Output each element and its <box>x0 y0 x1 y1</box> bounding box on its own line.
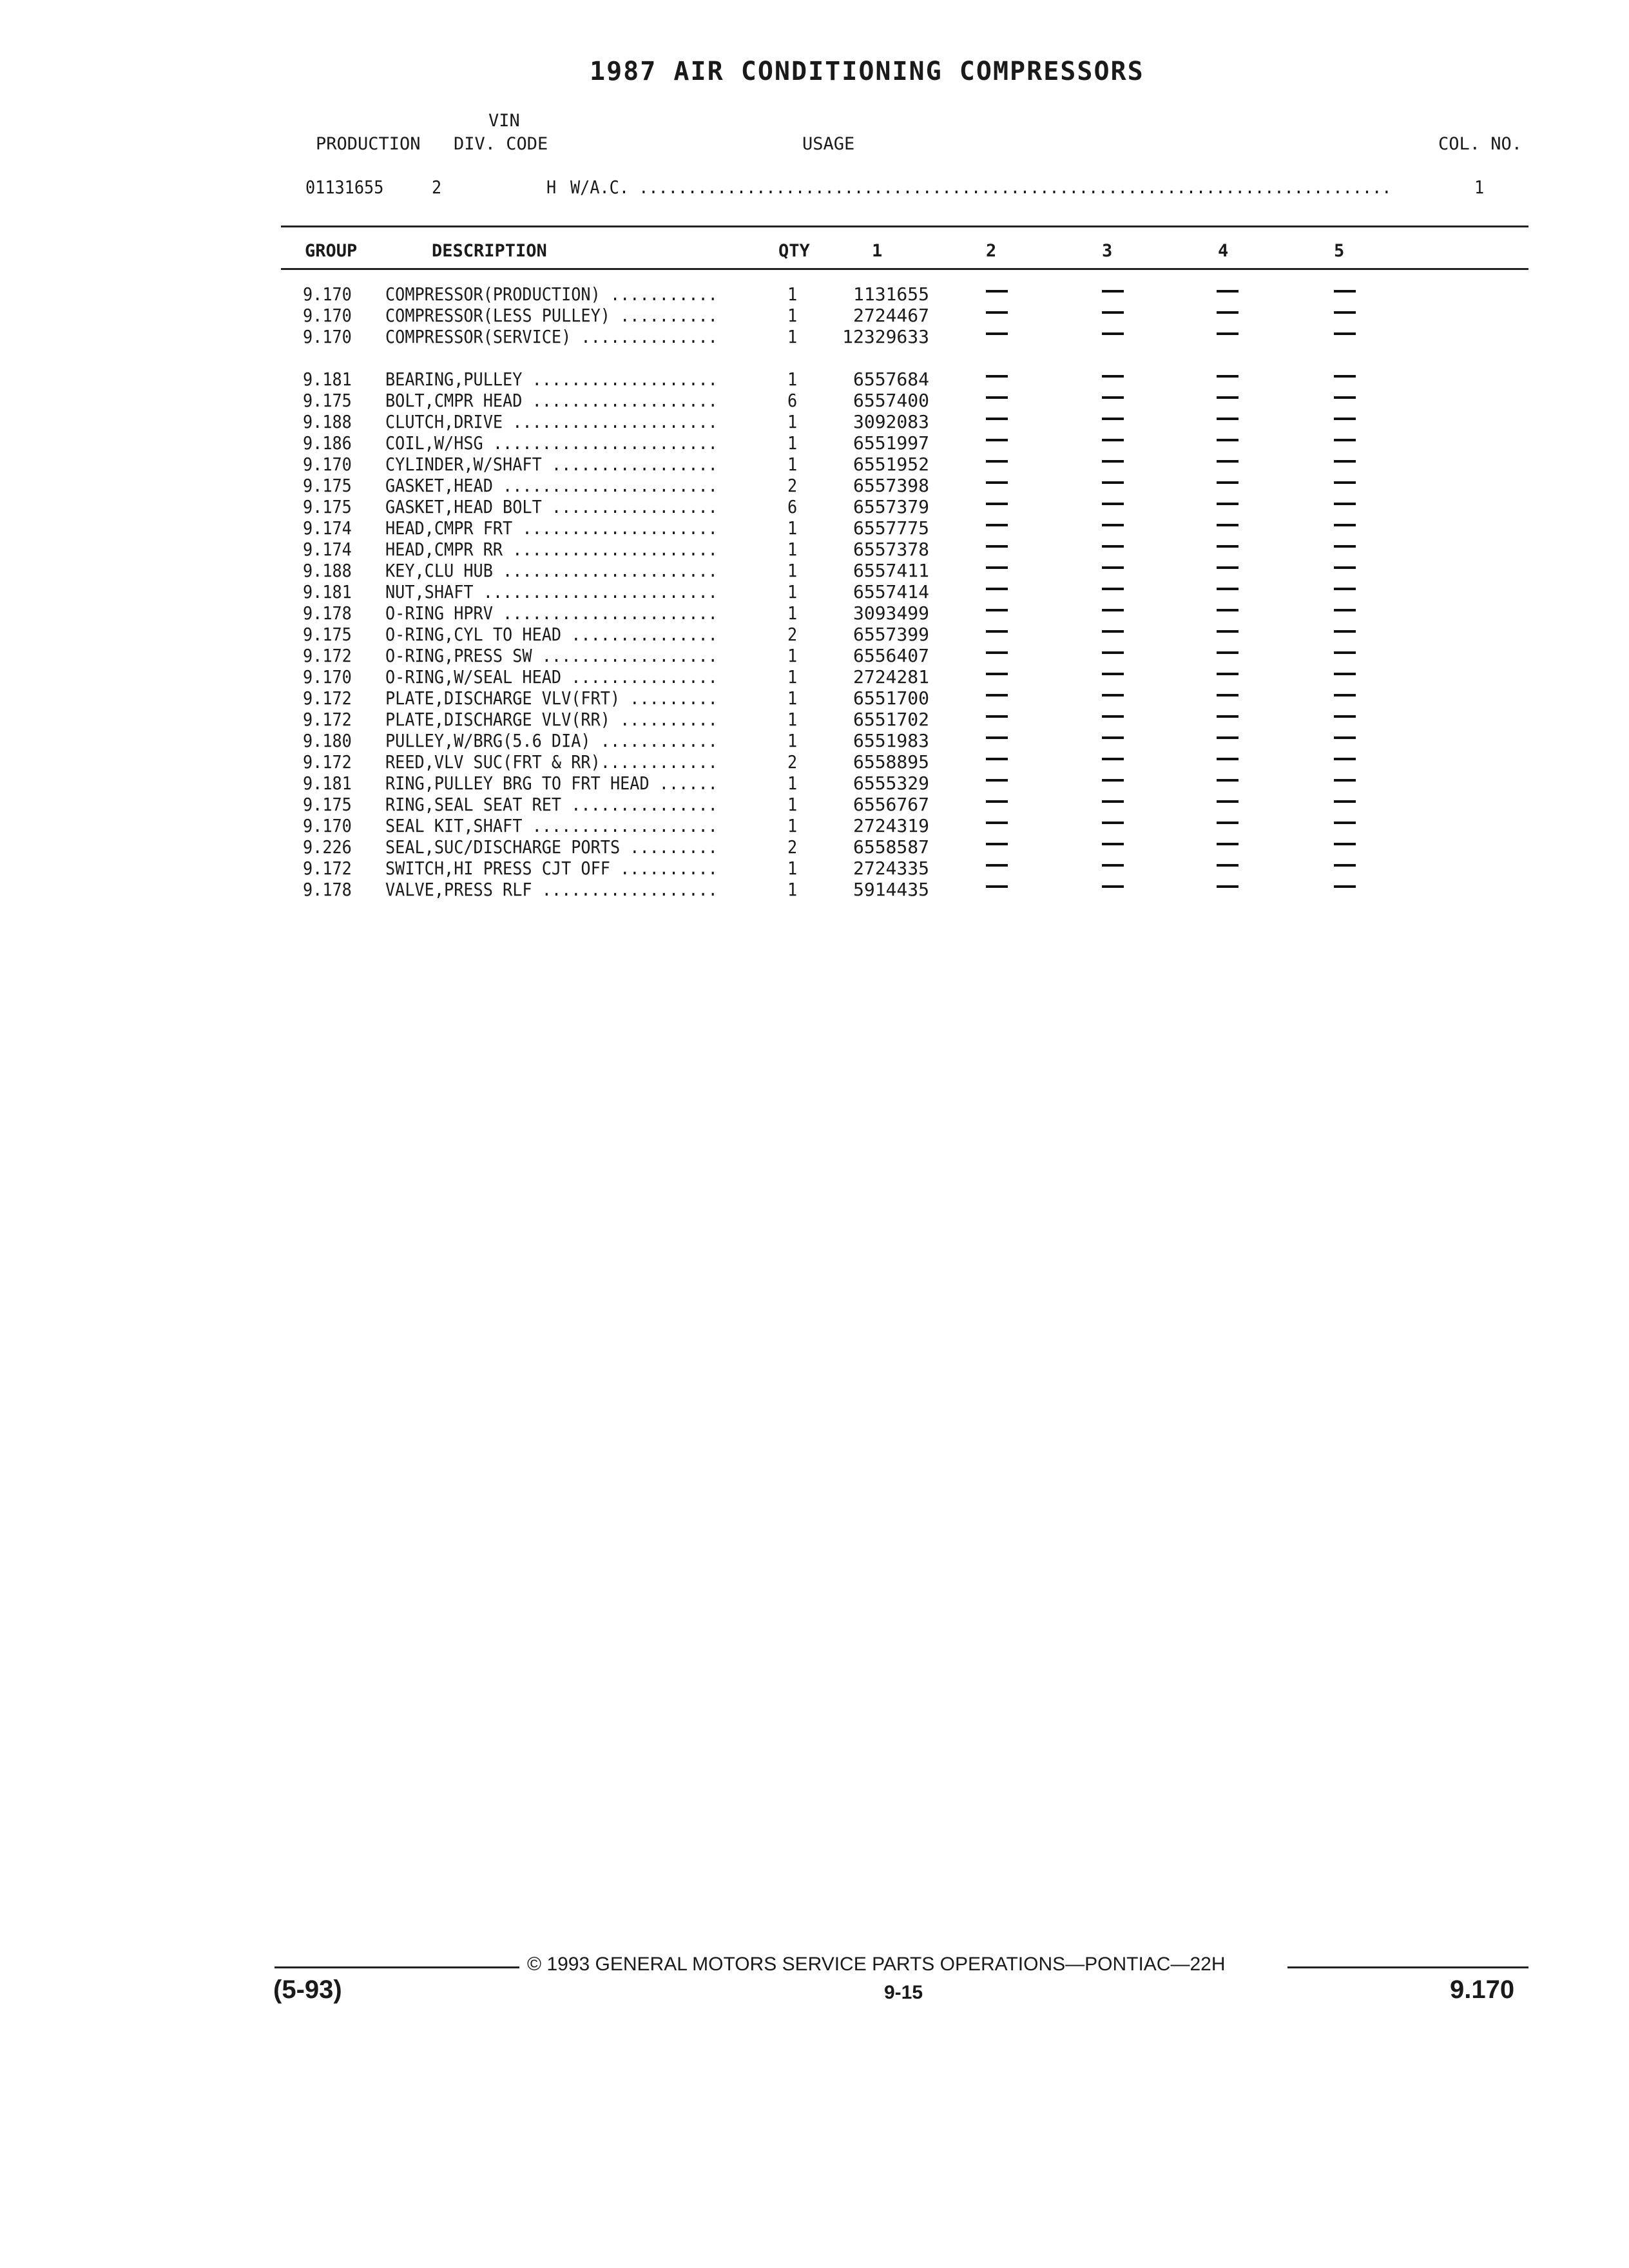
row-description: BEARING,PULLEY ................... <box>385 369 718 390</box>
row-group: 9.178 <box>303 879 352 900</box>
row-part-number: 6557378 <box>853 539 929 560</box>
row-qty: 1 <box>787 794 798 815</box>
row-empty-col-5-dash <box>1334 290 1356 293</box>
row-empty-col-4-dash <box>1217 460 1239 463</box>
row-description: NUT,SHAFT ........................ <box>385 581 718 602</box>
row-description: COMPRESSOR(SERVICE) .............. <box>385 326 718 347</box>
row-part-number: 6557414 <box>853 581 929 602</box>
row-part-number: 6557684 <box>853 369 929 390</box>
row-empty-col-2-dash <box>986 779 1008 782</box>
row-empty-col-2-dash <box>986 715 1008 718</box>
footer-date: (5-93) <box>273 1975 342 2004</box>
footer-rule-right <box>1287 1966 1528 1968</box>
row-empty-col-3-dash <box>1102 673 1124 675</box>
row-empty-col-5-dash <box>1334 609 1356 611</box>
row-empty-col-2-dash <box>986 843 1008 845</box>
row-empty-col-2-dash <box>986 290 1008 293</box>
row-qty: 1 <box>787 858 798 879</box>
row-empty-col-3-dash <box>1102 630 1124 633</box>
row-group: 9.172 <box>303 687 352 709</box>
row-empty-col-3-dash <box>1102 503 1124 505</box>
row-qty: 1 <box>787 326 798 347</box>
row-description: CLUTCH,DRIVE ..................... <box>385 411 718 432</box>
row-empty-col-5-dash <box>1334 439 1356 441</box>
row-empty-col-4-dash <box>1217 311 1239 314</box>
page-title: 1987 AIR CONDITIONING COMPRESSORS <box>590 57 1144 86</box>
row-description: SEAL,SUC/DISCHARGE PORTS ......... <box>385 836 718 858</box>
row-description: O-RING HPRV ...................... <box>385 602 718 624</box>
row-qty: 1 <box>787 517 798 539</box>
usage-div: 2 <box>432 177 442 198</box>
row-part-number: 2724281 <box>853 666 929 687</box>
row-qty: 2 <box>787 624 798 645</box>
row-description: HEAD,CMPR RR ..................... <box>385 539 718 560</box>
row-empty-col-3-dash <box>1102 864 1124 867</box>
row-part-number: 6551952 <box>853 454 929 475</box>
row-description: COIL,W/HSG ....................... <box>385 432 718 454</box>
footer-copyright: © 1993 GENERAL MOTORS SERVICE PARTS OPERATIONS—PONTIAC—22H <box>527 1954 1226 1975</box>
row-empty-col-2-dash <box>986 694 1008 697</box>
row-empty-col-3-dash <box>1102 375 1124 378</box>
row-empty-col-4-dash <box>1217 736 1239 739</box>
col-header-qty: QTY <box>778 241 810 261</box>
row-empty-col-4-dash <box>1217 524 1239 526</box>
row-part-number: 6551700 <box>853 687 929 709</box>
row-empty-col-5-dash <box>1334 800 1356 803</box>
row-empty-col-2-dash <box>986 651 1008 654</box>
col-header-group: GROUP <box>305 241 358 261</box>
row-description: O-RING,CYL TO HEAD ............... <box>385 624 718 645</box>
row-empty-col-2-dash <box>986 481 1008 484</box>
row-empty-col-3-dash <box>1102 588 1124 590</box>
row-group: 9.188 <box>303 411 352 432</box>
row-description: BOLT,CMPR HEAD ................... <box>385 390 718 411</box>
row-empty-col-2-dash <box>986 673 1008 675</box>
row-empty-col-2-dash <box>986 311 1008 314</box>
row-group: 9.181 <box>303 369 352 390</box>
footer-rule-left <box>275 1966 519 1968</box>
row-group: 9.188 <box>303 560 352 581</box>
row-empty-col-5-dash <box>1334 694 1356 697</box>
row-empty-col-5-dash <box>1334 396 1356 399</box>
row-part-number: 2724319 <box>853 815 929 836</box>
row-part-number: 6557775 <box>853 517 929 539</box>
row-part-number: 2724335 <box>853 858 929 879</box>
row-empty-col-4-dash <box>1217 566 1239 569</box>
row-group: 9.175 <box>303 794 352 815</box>
row-empty-col-4-dash <box>1217 588 1239 590</box>
row-part-number: 5914435 <box>853 879 929 900</box>
row-part-number: 2724467 <box>853 305 929 326</box>
row-empty-col-2-dash <box>986 524 1008 526</box>
row-empty-col-5-dash <box>1334 843 1356 845</box>
row-qty: 1 <box>787 284 798 305</box>
row-qty: 1 <box>787 411 798 432</box>
row-empty-col-5-dash <box>1334 481 1356 484</box>
row-empty-col-2-dash <box>986 758 1008 760</box>
row-group: 9.175 <box>303 624 352 645</box>
row-empty-col-2-dash <box>986 630 1008 633</box>
row-empty-col-4-dash <box>1217 715 1239 718</box>
row-description: KEY,CLU HUB ...................... <box>385 560 718 581</box>
row-description: REED,VLV SUC(FRT & RR)............ <box>385 751 718 773</box>
row-group: 9.181 <box>303 581 352 602</box>
row-description: GASKET,HEAD BOLT ................. <box>385 496 718 517</box>
row-empty-col-3-dash <box>1102 332 1124 335</box>
row-group: 9.172 <box>303 858 352 879</box>
row-qty: 1 <box>787 581 798 602</box>
row-description: SEAL KIT,SHAFT ................... <box>385 815 718 836</box>
row-empty-col-4-dash <box>1217 439 1239 441</box>
row-description: COMPRESSOR(PRODUCTION) ........... <box>385 284 718 305</box>
row-qty: 2 <box>787 751 798 773</box>
row-empty-col-2-dash <box>986 418 1008 420</box>
row-empty-col-5-dash <box>1334 673 1356 675</box>
row-empty-col-3-dash <box>1102 758 1124 760</box>
row-group: 9.186 <box>303 432 352 454</box>
row-qty: 1 <box>787 369 798 390</box>
row-description: SWITCH,HI PRESS CJT OFF .......... <box>385 858 718 879</box>
row-part-number: 6557411 <box>853 560 929 581</box>
row-group: 9.175 <box>303 390 352 411</box>
row-empty-col-5-dash <box>1334 332 1356 335</box>
row-group: 9.175 <box>303 475 352 496</box>
row-group: 9.170 <box>303 284 352 305</box>
usage-label: USAGE <box>802 134 855 154</box>
row-empty-col-5-dash <box>1334 758 1356 760</box>
row-empty-col-5-dash <box>1334 588 1356 590</box>
row-empty-col-5-dash <box>1334 503 1356 505</box>
row-empty-col-3-dash <box>1102 481 1124 484</box>
row-group: 9.170 <box>303 305 352 326</box>
row-empty-col-2-dash <box>986 800 1008 803</box>
table-top-rule <box>281 226 1528 227</box>
row-part-number: 1131655 <box>853 284 929 305</box>
row-qty: 6 <box>787 390 798 411</box>
row-empty-col-4-dash <box>1217 694 1239 697</box>
div-code-label: DIV. CODE <box>454 134 548 154</box>
row-empty-col-2-dash <box>986 396 1008 399</box>
row-qty: 1 <box>787 709 798 730</box>
row-part-number: 6557399 <box>853 624 929 645</box>
row-empty-col-3-dash <box>1102 460 1124 463</box>
row-part-number: 6557398 <box>853 475 929 496</box>
row-description: O-RING,W/SEAL HEAD ............... <box>385 666 718 687</box>
usage-code: H <box>546 177 557 198</box>
row-part-number: 6551983 <box>853 730 929 751</box>
row-group: 9.175 <box>303 496 352 517</box>
row-description: COMPRESSOR(LESS PULLEY) .......... <box>385 305 718 326</box>
col-header-5: 5 <box>1334 241 1345 261</box>
row-empty-col-4-dash <box>1217 864 1239 867</box>
row-description: GASKET,HEAD ...................... <box>385 475 718 496</box>
row-empty-col-3-dash <box>1102 800 1124 803</box>
row-empty-col-3-dash <box>1102 439 1124 441</box>
row-empty-col-3-dash <box>1102 290 1124 293</box>
col-no-label: COL. NO. <box>1438 134 1523 154</box>
row-empty-col-5-dash <box>1334 460 1356 463</box>
row-qty: 1 <box>787 666 798 687</box>
row-group: 9.172 <box>303 709 352 730</box>
row-qty: 1 <box>787 432 798 454</box>
footer-section-number: 9.170 <box>1450 1975 1515 2004</box>
row-empty-col-5-dash <box>1334 822 1356 824</box>
row-empty-col-4-dash <box>1217 779 1239 782</box>
row-group: 9.181 <box>303 773 352 794</box>
row-qty: 1 <box>787 879 798 900</box>
row-empty-col-5-dash <box>1334 545 1356 548</box>
row-empty-col-2-dash <box>986 503 1008 505</box>
row-qty: 2 <box>787 836 798 858</box>
row-empty-col-2-dash <box>986 566 1008 569</box>
row-empty-col-3-dash <box>1102 418 1124 420</box>
row-group: 9.172 <box>303 751 352 773</box>
row-empty-col-5-dash <box>1334 418 1356 420</box>
row-description: O-RING,PRESS SW .................. <box>385 645 718 666</box>
row-qty: 1 <box>787 539 798 560</box>
row-empty-col-2-dash <box>986 736 1008 739</box>
vin-label: VIN <box>488 111 520 131</box>
col-header-1: 1 <box>872 241 883 261</box>
row-empty-col-4-dash <box>1217 609 1239 611</box>
row-description: VALVE,PRESS RLF .................. <box>385 879 718 900</box>
row-description: RING,PULLEY BRG TO FRT HEAD ...... <box>385 773 718 794</box>
row-empty-col-2-dash <box>986 588 1008 590</box>
row-part-number: 6551997 <box>853 432 929 454</box>
row-empty-col-4-dash <box>1217 503 1239 505</box>
row-part-number: 12329633 <box>842 326 929 347</box>
row-empty-col-3-dash <box>1102 736 1124 739</box>
row-group: 9.174 <box>303 539 352 560</box>
row-empty-col-2-dash <box>986 609 1008 611</box>
row-part-number: 3092083 <box>853 411 929 432</box>
row-description: RING,SEAL SEAT RET ............... <box>385 794 718 815</box>
row-qty: 1 <box>787 730 798 751</box>
row-description: HEAD,CMPR FRT .................... <box>385 517 718 539</box>
row-empty-col-4-dash <box>1217 375 1239 378</box>
row-empty-col-4-dash <box>1217 822 1239 824</box>
row-group: 9.172 <box>303 645 352 666</box>
usage-col: 1 <box>1474 177 1485 198</box>
row-empty-col-5-dash <box>1334 779 1356 782</box>
row-qty: 1 <box>787 454 798 475</box>
row-empty-col-3-dash <box>1102 396 1124 399</box>
row-group: 9.170 <box>303 815 352 836</box>
row-qty: 1 <box>787 773 798 794</box>
row-qty: 6 <box>787 496 798 517</box>
row-qty: 1 <box>787 602 798 624</box>
row-qty: 2 <box>787 475 798 496</box>
row-empty-col-3-dash <box>1102 311 1124 314</box>
row-empty-col-4-dash <box>1217 673 1239 675</box>
row-empty-col-2-dash <box>986 545 1008 548</box>
row-group: 9.180 <box>303 730 352 751</box>
row-description: PLATE,DISCHARGE VLV(RR) .......... <box>385 709 718 730</box>
row-group: 9.226 <box>303 836 352 858</box>
row-empty-col-3-dash <box>1102 779 1124 782</box>
row-part-number: 6557400 <box>853 390 929 411</box>
row-group: 9.170 <box>303 326 352 347</box>
row-empty-col-4-dash <box>1217 332 1239 335</box>
row-empty-col-5-dash <box>1334 651 1356 654</box>
usage-production: 01131655 <box>305 177 384 198</box>
row-empty-col-3-dash <box>1102 885 1124 888</box>
row-empty-col-4-dash <box>1217 396 1239 399</box>
row-part-number: 6558895 <box>853 751 929 773</box>
row-empty-col-2-dash <box>986 885 1008 888</box>
row-empty-col-5-dash <box>1334 885 1356 888</box>
row-empty-col-5-dash <box>1334 715 1356 718</box>
row-description: PULLEY,W/BRG(5.6 DIA) ............ <box>385 730 718 751</box>
row-empty-col-5-dash <box>1334 864 1356 867</box>
col-header-4: 4 <box>1218 241 1229 261</box>
row-qty: 1 <box>787 560 798 581</box>
row-empty-col-4-dash <box>1217 481 1239 484</box>
row-description: PLATE,DISCHARGE VLV(FRT) ......... <box>385 687 718 709</box>
row-empty-col-4-dash <box>1217 545 1239 548</box>
row-group: 9.174 <box>303 517 352 539</box>
row-empty-col-3-dash <box>1102 715 1124 718</box>
production-label: PRODUCTION <box>316 134 421 154</box>
row-empty-col-3-dash <box>1102 651 1124 654</box>
row-group: 9.170 <box>303 454 352 475</box>
row-part-number: 6556407 <box>853 645 929 666</box>
row-empty-col-3-dash <box>1102 566 1124 569</box>
row-empty-col-4-dash <box>1217 290 1239 293</box>
col-header-3: 3 <box>1102 241 1113 261</box>
row-part-number: 6555329 <box>853 773 929 794</box>
row-empty-col-4-dash <box>1217 843 1239 845</box>
row-empty-col-4-dash <box>1217 885 1239 888</box>
row-group: 9.170 <box>303 666 352 687</box>
usage-description: W/A.C. ............................................................................. <box>570 177 1392 198</box>
row-qty: 1 <box>787 645 798 666</box>
row-empty-col-2-dash <box>986 332 1008 335</box>
row-empty-col-3-dash <box>1102 545 1124 548</box>
row-empty-col-5-dash <box>1334 566 1356 569</box>
row-part-number: 6558587 <box>853 836 929 858</box>
row-part-number: 6557379 <box>853 496 929 517</box>
row-empty-col-4-dash <box>1217 758 1239 760</box>
row-qty: 1 <box>787 305 798 326</box>
footer-page-number: 9-15 <box>884 1982 923 2003</box>
row-empty-col-3-dash <box>1102 843 1124 845</box>
row-empty-col-2-dash <box>986 439 1008 441</box>
row-empty-col-3-dash <box>1102 609 1124 611</box>
row-empty-col-2-dash <box>986 822 1008 824</box>
row-empty-col-2-dash <box>986 375 1008 378</box>
row-empty-col-4-dash <box>1217 651 1239 654</box>
row-empty-col-5-dash <box>1334 311 1356 314</box>
row-part-number: 6551702 <box>853 709 929 730</box>
row-group: 9.178 <box>303 602 352 624</box>
row-empty-col-5-dash <box>1334 375 1356 378</box>
row-empty-col-2-dash <box>986 460 1008 463</box>
row-empty-col-4-dash <box>1217 418 1239 420</box>
row-description: CYLINDER,W/SHAFT ................. <box>385 454 718 475</box>
col-header-2: 2 <box>986 241 997 261</box>
row-empty-col-5-dash <box>1334 524 1356 526</box>
row-empty-col-3-dash <box>1102 822 1124 824</box>
row-part-number: 3093499 <box>853 602 929 624</box>
row-empty-col-4-dash <box>1217 800 1239 803</box>
row-qty: 1 <box>787 815 798 836</box>
table-header-rule <box>281 268 1528 270</box>
row-empty-col-5-dash <box>1334 736 1356 739</box>
row-qty: 1 <box>787 687 798 709</box>
row-empty-col-2-dash <box>986 864 1008 867</box>
row-empty-col-3-dash <box>1102 694 1124 697</box>
row-empty-col-3-dash <box>1102 524 1124 526</box>
row-part-number: 6556767 <box>853 794 929 815</box>
col-header-description: DESCRIPTION <box>432 241 547 261</box>
row-empty-col-5-dash <box>1334 630 1356 633</box>
row-empty-col-4-dash <box>1217 630 1239 633</box>
